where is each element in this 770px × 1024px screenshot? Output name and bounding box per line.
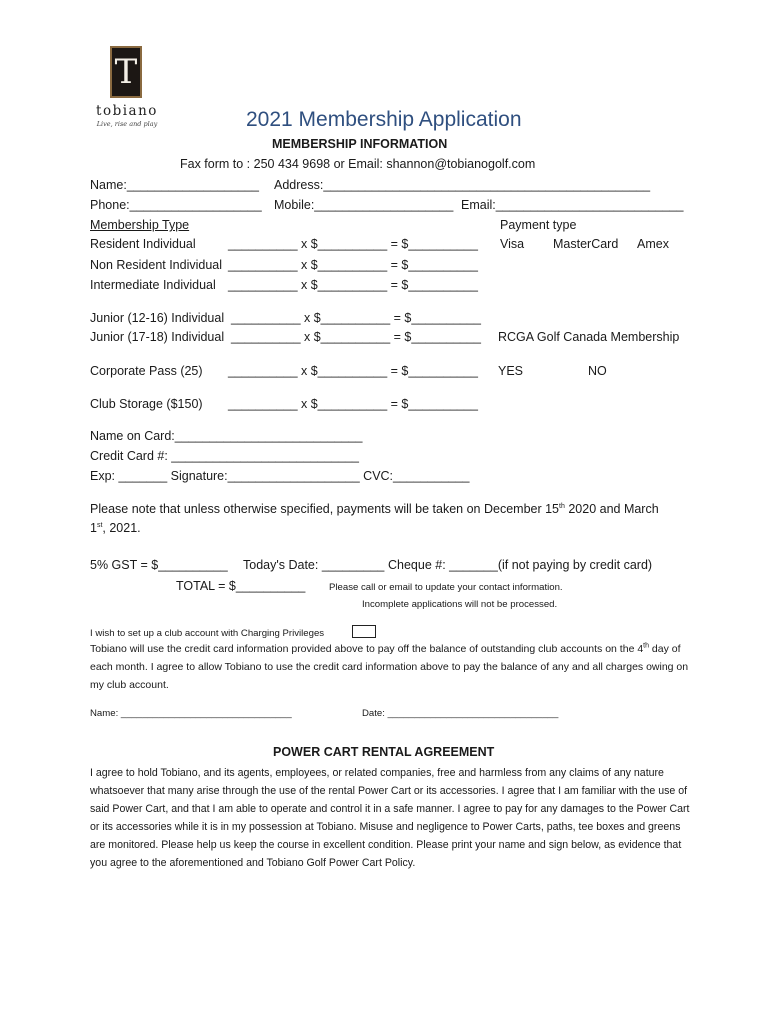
- tobiano-logo: [110, 46, 142, 98]
- cheque-field[interactable]: Cheque #: _______(if not paying by credit card): [388, 558, 653, 572]
- email-field[interactable]: Email:___________________________: [461, 198, 684, 212]
- exp-signature-cvc-field[interactable]: Exp: _______ Signature:___________________ CVC:___________: [90, 469, 470, 483]
- gst-field[interactable]: 5% GST = $__________: [90, 558, 228, 572]
- name-on-card-field[interactable]: Name on Card:___________________________: [90, 429, 363, 443]
- membership-row-label: Junior (17-18) Individual: [90, 330, 225, 344]
- membership-row-calc[interactable]: __________ x $__________ = $__________: [228, 278, 478, 292]
- club-account-checkbox-label: I wish to set up a club account with Charging Privileges: [90, 628, 325, 639]
- rcga-membership-label: RCGA Golf Canada Membership: [498, 330, 680, 344]
- club-account-checkbox[interactable]: [352, 625, 376, 638]
- membership-row-label: Intermediate Individual: [90, 278, 216, 292]
- membership-row-label: Junior (12-16) Individual: [90, 311, 225, 325]
- rcga-yes-option[interactable]: YES: [498, 364, 524, 378]
- membership-row-calc[interactable]: __________ x $__________ = $__________: [228, 258, 478, 272]
- membership-row-label: Corporate Pass (25): [90, 364, 203, 378]
- payment-type-label: Payment type: [500, 218, 577, 232]
- membership-row-calc[interactable]: __________ x $__________ = $__________: [228, 364, 478, 378]
- membership-row-label: Club Storage ($150): [90, 397, 203, 411]
- total-field[interactable]: TOTAL = $__________: [176, 579, 306, 593]
- rcga-no-option[interactable]: NO: [588, 364, 607, 378]
- membership-row-calc[interactable]: __________ x $__________ = $__________: [231, 311, 481, 325]
- membership-row-label: Resident Individual: [90, 237, 196, 251]
- power-cart-heading: POWER CART RENTAL AGREEMENT: [273, 745, 495, 759]
- address-field[interactable]: Address:_______________________________________________: [274, 178, 651, 192]
- membership-row-label: Non Resident Individual: [90, 258, 223, 272]
- mobile-field[interactable]: Mobile:____________________: [274, 198, 454, 212]
- page-title: 2021 Membership Application: [246, 108, 522, 131]
- todays-date-field[interactable]: Today's Date: _________: [243, 558, 385, 572]
- payment-note-line-1: Please note that unless otherwise specified, payments will be taken on December 15th 2020 and March: [90, 502, 659, 516]
- logo-wordmark: tobiano: [96, 103, 158, 119]
- account-name-field[interactable]: Name: ________________________________: [90, 708, 292, 719]
- section-heading-membership-info: MEMBERSHIP INFORMATION: [272, 137, 448, 151]
- logo-letter: T: [114, 52, 138, 92]
- incomplete-applications-note: Incomplete applications will not be processed.: [362, 599, 558, 610]
- club-account-terms: Tobiano will use the credit card information provided above to pay off the balance of outstanding club accounts on the 4th day of each month. I agree to allow Tobiano to use the credit card information above to pay the balance of any and all charges owing on my club account.: [90, 642, 689, 691]
- membership-row-calc[interactable]: __________ x $__________ = $__________: [228, 397, 478, 411]
- payment-option-mastercard[interactable]: MasterCard: [553, 237, 619, 251]
- power-cart-agreement-text: I agree to hold Tobiano, and its agents, employees, or related companies, free and harmless from any claims of any nature whatsoever that many arise through the use of the rental Power Cart or its accessories. I agree that I am familiar with the use of said Power Cart, and that I am able to operate and control it in a safe manner. I agree to pay for any damages to the Power Cart or its accessories while it is in my possession at Tobiano. Misuse and negligence to Power Carts, paths, tee boxes and greens are monitored. Please help us keep the course in excellent condition. Please print your name and sign below, as evidence that you agree to the aforementioned and Tobiano Golf Power Cart Policy.: [90, 767, 690, 869]
- membership-type-label: Membership Type: [90, 218, 190, 232]
- payment-note-line-2: 1st, 2021.: [90, 521, 141, 535]
- update-contact-note: Please call or email to update your contact information.: [329, 582, 563, 593]
- logo-tagline: Live, rise and play: [96, 120, 158, 128]
- name-field[interactable]: Name:___________________: [90, 178, 259, 192]
- credit-card-field[interactable]: Credit Card #: ___________________________: [90, 449, 359, 463]
- fax-email-line: Fax form to : 250 434 9698 or Email: shannon@tobianogolf.com: [180, 157, 536, 171]
- membership-row-calc[interactable]: __________ x $__________ = $__________: [228, 237, 478, 251]
- membership-row-calc[interactable]: __________ x $__________ = $__________: [231, 330, 481, 344]
- payment-option-visa[interactable]: Visa: [500, 237, 525, 251]
- account-date-field[interactable]: Date: ________________________________: [362, 708, 559, 719]
- phone-field[interactable]: Phone:___________________: [90, 198, 262, 212]
- payment-option-amex[interactable]: Amex: [637, 237, 669, 251]
